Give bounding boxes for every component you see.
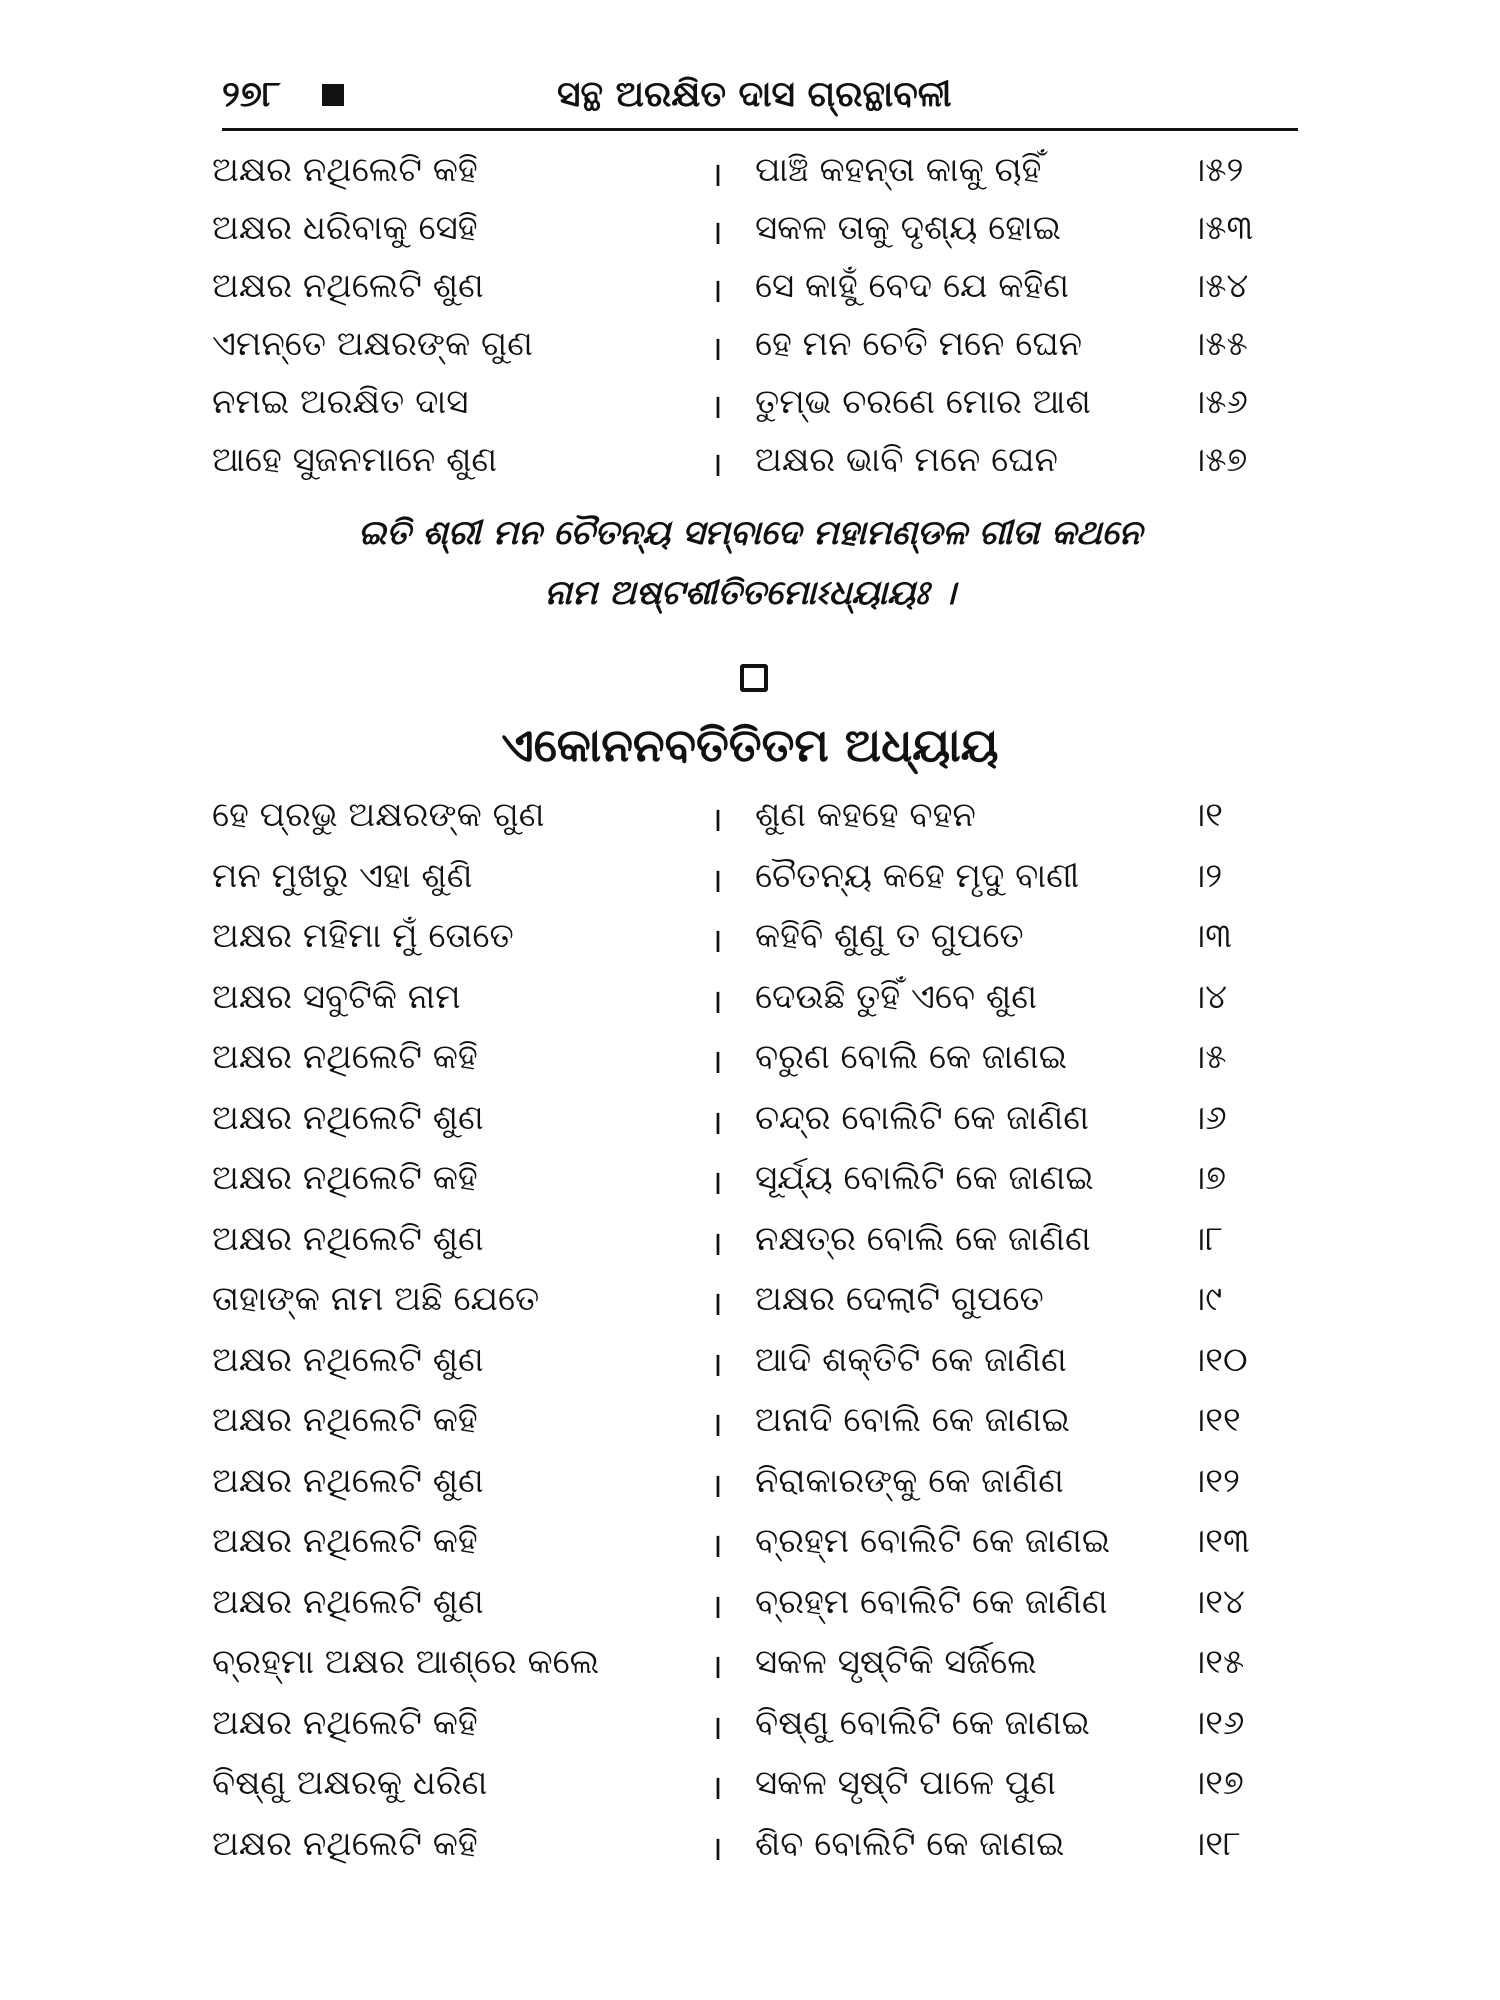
verse-row (0, 1703, 1500, 1761)
verse-row (0, 856, 1500, 914)
verse-number: ।୫୪ (1190, 266, 1249, 306)
verse-first-line: ଅକ୍ଷର ନଥିଲେଟି ଶୁଣ (212, 1581, 484, 1622)
verse-first-line: ଅକ୍ଷର ମହିମା ମୁଁ ତୋତେ (212, 916, 514, 956)
verse-second-line: ନକ୍ଷତ୍ର ବୋଲି କେ ଜାଣିଣ (755, 1218, 1091, 1259)
verse-separator: । (710, 1405, 723, 1445)
verse-first-line: ଅକ୍ଷର ନଥିଲେଟି କହି (212, 1400, 478, 1440)
verse-row (0, 1642, 1500, 1700)
verse-second-line: ଆଦି ଶକ୍ତିଟି କେ ଜାଣିଣ (755, 1339, 1067, 1380)
verse-separator: । (710, 1223, 723, 1264)
verse-number: ।୫୬ (1190, 382, 1248, 422)
verse-row (0, 1219, 1500, 1277)
verse-row (0, 1340, 1500, 1398)
verse-second-line: ଚନ୍ଦ୍ର ବୋଲିଟି କେ ଜାଣିଣ (755, 1097, 1089, 1138)
verse-number: ।୨ (1190, 855, 1223, 896)
verse-number: ।୧ (1190, 795, 1224, 835)
verse-separator: । (710, 1102, 723, 1143)
verse-first-line: ବିଷ୍ଣୁ ଅକ୍ଷରକୁ ଧରିଣ (212, 1763, 488, 1803)
page-header (222, 70, 1298, 128)
verse-second-line: ବିଷ୍ଣୁ ବୋଲିଟି କେ ଜାଣଇ (755, 1702, 1090, 1743)
verse-separator: । (710, 387, 723, 427)
verse-number: ।୧୬ (1190, 1702, 1245, 1743)
verse-row (0, 150, 1500, 208)
verse-row (0, 208, 1500, 266)
verse-row (0, 795, 1500, 853)
verse-separator: । (710, 213, 723, 253)
verse-number: ।୧୪ (1190, 1581, 1245, 1622)
verse-row (0, 1824, 1500, 1882)
verse-row (0, 1400, 1500, 1458)
verse-first-line: ନମଇ ଅରକ୍ଷିତ ଦାସ (212, 382, 469, 422)
verse-first-line: ଆହେ ସୁଜନମାନେ ଶୁଣ (212, 440, 498, 480)
verse-second-line: ସକଳ ସୃଷ୍ଟିକି ସର୍ଜିଲେ (755, 1642, 1037, 1682)
verse-separator: । (710, 1768, 723, 1808)
verse-separator: । (710, 1586, 723, 1627)
verse-number: ।୯ (1190, 1279, 1223, 1319)
verse-second-line: ପାଞ୍ଚି କହନ୍ତା କାକୁ ଚାହିଁ (755, 150, 1042, 190)
page-number: ୨୭୮ (222, 74, 281, 115)
verse-second-line: ନିରାକାରଙ୍କୁ କେ ଜାଣିଣ (755, 1460, 1064, 1501)
verse-second-line: ହେ ମନ ଚେତି ମନେ ଘେନ (755, 324, 1083, 364)
verse-first-line: ଅକ୍ଷର ନଥିଲେଟି ଶୁଣ (212, 1218, 484, 1259)
verse-row (0, 1521, 1500, 1579)
verse-number: ।୧୭ (1190, 1763, 1244, 1803)
verse-first-line: ଅକ୍ଷର ସବୁଟିକି ନାମ (212, 976, 461, 1017)
verse-number: ।୧୧ (1190, 1400, 1241, 1440)
verse-second-line: ଦେଉଛି ତୁହିଁ ଏବେ ଶୁଣ (755, 976, 1037, 1017)
verse-separator: । (710, 1647, 723, 1687)
verse-separator: । (710, 921, 723, 961)
verse-separator: । (710, 271, 723, 311)
verse-number: ।୩ (1190, 916, 1233, 956)
verse-first-line: ଅକ୍ଷର ନଥିଲେଟି କହି (212, 1521, 478, 1561)
verse-separator: । (710, 1526, 723, 1566)
verse-separator: । (710, 155, 723, 195)
verse-number: ।୭ (1190, 1158, 1227, 1198)
verse-row (0, 977, 1500, 1035)
verse-second-line: ଅକ୍ଷର ଭାବି ମନେ ଘେନ (755, 440, 1058, 480)
verse-second-line: ଅନାଦି ବୋଲି କେ ଜାଣଇ (755, 1400, 1070, 1440)
verse-second-line: ଅକ୍ଷର ଦେଲାଟି ଗୁପତେ (755, 1279, 1044, 1319)
header-divider (222, 128, 1298, 131)
verse-separator: । (710, 860, 723, 901)
verse-first-line: ଅକ୍ଷର ନଥିଲେଟି କହି (212, 1823, 478, 1864)
verse-separator: । (710, 1465, 723, 1506)
verse-row (0, 1279, 1500, 1337)
verse-row (0, 1763, 1500, 1821)
verse-separator: । (710, 800, 723, 840)
verse-second-line: ସକଳ ସୃଷ୍ଟି ପାଳେ ପୁଣ (755, 1763, 1056, 1803)
verse-number: ।୫୩ (1190, 208, 1254, 248)
verse-second-line: ସୂର୍ଯ୍ୟ ବୋଲିଟି କେ ଜାଣଇ (755, 1158, 1094, 1198)
verse-row (0, 324, 1500, 382)
verse-second-line: ଶୁଣ କହହେ ବହନ (755, 795, 976, 835)
verse-number: ।୫୫ (1190, 324, 1248, 364)
verse-first-line: ଅକ୍ଷର ନଥିଲେଟି ଶୁଣ (212, 1097, 484, 1138)
running-title: ସନ୍ଥ ଅରକ୍ଷିତ ଦାସ ଗ୍ରନ୍ଥାବଳୀ (557, 74, 952, 115)
verse-number: ।୫ (1190, 1037, 1227, 1077)
verse-number: ।୫୭ (1190, 440, 1248, 480)
verse-second-line: ଚୈତନ୍ୟ କହେ ମୃଦୁ ବାଣୀ (755, 855, 1080, 896)
verse-first-line: ହେ ପ୍ରଭୁ ଅକ୍ଷରଙ୍କ ଗୁଣ (212, 795, 545, 835)
chapter-title: ଏକୋନନବତିତିତମ ଅଧ୍ୟାୟ (501, 718, 999, 772)
verse-second-line: ଶିବ ବୋଲିଟି କେ ଜାଣଇ (755, 1823, 1065, 1864)
verse-row (0, 440, 1500, 498)
verse-first-line: ଅକ୍ଷର ଧରିବାକୁ ସେହି (212, 208, 478, 248)
verse-first-line: ମନ ମୁଖରୁ ଏହା ଶୁଣି (212, 855, 473, 896)
verse-row (0, 266, 1500, 324)
verse-second-line: ବ୍ରହ୍ମ ବୋଲିଟି କେ ଜାଣଇ (755, 1521, 1111, 1561)
verse-first-line: ଅକ୍ଷର ନଥିଲେଟି କହି (212, 1037, 478, 1077)
verse-first-line: ବ୍ରହ୍ମା ଅକ୍ଷର ଆଶ୍ରେ କଲେ (212, 1642, 600, 1682)
verse-first-line: ଅକ୍ଷର ନଥିଲେଟି କହି (212, 150, 478, 190)
verse-number: ।୧୮ (1190, 1823, 1241, 1864)
verse-row (0, 1461, 1500, 1519)
verse-row (0, 1098, 1500, 1156)
verse-row (0, 382, 1500, 440)
verse-separator: । (710, 1707, 723, 1748)
verse-first-line: ଅକ୍ଷର ନଥିଲେଟି କହି (212, 1158, 478, 1198)
verse-first-line: ଅକ୍ଷର ନଥିଲେଟି ଶୁଣ (212, 266, 484, 306)
verse-second-line: ସେ କାହୁଁ ବେଦ ଯେ କହିଣ (755, 266, 1069, 306)
verse-first-line: ଅକ୍ଷର ନଥିଲେଟି ଶୁଣ (212, 1339, 484, 1380)
verse-second-line: ତୁମ୍ଭ ଚରଣେ ମୋର ଆଶ (755, 382, 1091, 422)
verse-row (0, 1037, 1500, 1095)
verse-separator: । (710, 1284, 723, 1324)
verse-number: ।୮ (1190, 1218, 1224, 1259)
verse-number: ।୧୫ (1190, 1642, 1245, 1682)
verse-first-line: ଏମନ୍ତେ ଅକ୍ଷରଙ୍କ ଗୁଣ (212, 324, 533, 364)
verse-number: ।୧୦ (1190, 1339, 1248, 1380)
verse-second-line: ବରୁଣ ବୋଲି କେ ଜାଣଇ (755, 1037, 1068, 1077)
verse-number: ।୬ (1190, 1097, 1227, 1138)
verse-row (0, 1582, 1500, 1640)
verse-number: ।୪ (1190, 976, 1228, 1017)
verse-second-line: କହିବି ଶୁଣୁ ତ ଗୁପତେ (755, 916, 1024, 956)
verse-first-line: ଅକ୍ଷର ନଥିଲେଟି କହି (212, 1702, 478, 1743)
verse-separator: । (710, 981, 723, 1022)
verse-separator: । (710, 1828, 723, 1869)
section-break-square-icon (740, 664, 768, 692)
verse-separator: । (710, 329, 723, 369)
verse-second-line: ବ୍ରହ୍ମ ବୋଲିଟି କେ ଜାଣିଣ (755, 1581, 1108, 1622)
verse-separator: । (710, 1163, 723, 1203)
verse-separator: । (710, 1344, 723, 1385)
verse-number: ।୫୨ (1190, 150, 1244, 190)
verse-first-line: ଅକ୍ଷର ନଥିଲେଟି ଶୁଣ (212, 1460, 484, 1501)
colophon-line-2: ନାମ ଅଷ୍ଟଶୀତିତମୋଽଧ୍ୟାୟଃ । (544, 573, 956, 613)
verse-row (0, 916, 1500, 974)
verse-number: ।୧୨ (1190, 1460, 1240, 1501)
verse-number: ।୧୩ (1190, 1521, 1250, 1561)
verse-separator: । (710, 445, 723, 485)
verse-first-line: ତାହାଙ୍କ ନାମ ଅଛି ଯେତେ (212, 1279, 540, 1319)
verse-separator: । (710, 1042, 723, 1082)
square-bullet-icon (322, 84, 344, 106)
verse-second-line: ସକଳ ତାକୁ ଦୃଶ୍ୟ ହୋଇ (755, 208, 1062, 248)
verse-row (0, 1158, 1500, 1216)
colophon-line-1: ଇତି ଶ୍ରୀ ମନ ଚୈତନ୍ୟ ସମ୍ବାଦେ ମହାମଣ୍ଡଳ ଗୀତା କଥନେ (357, 513, 1143, 553)
